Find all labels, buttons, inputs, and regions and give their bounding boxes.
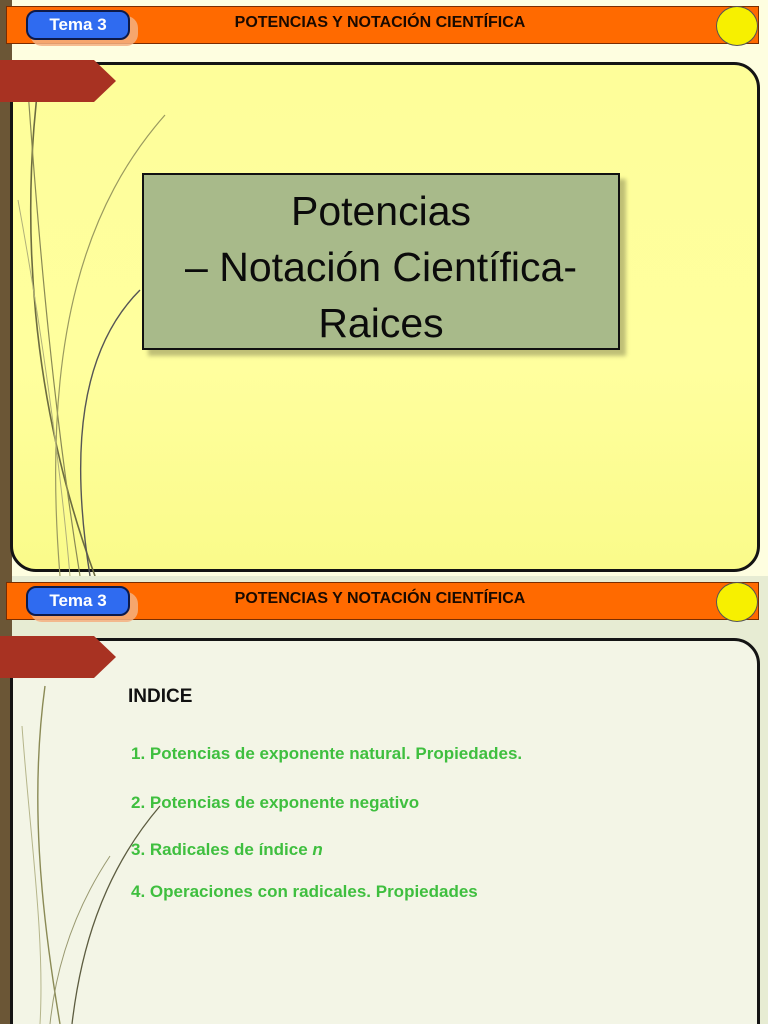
tema-badge: Tema 3: [26, 10, 130, 40]
index-heading: INDICE: [128, 686, 193, 707]
header-title: POTENCIAS Y NOTACIÓN CIENTÍFICA: [234, 590, 526, 607]
title-line-1: Potencias: [290, 188, 472, 234]
header-title: POTENCIAS Y NOTACIÓN CIENTÍFICA: [234, 14, 526, 31]
section-flag: [0, 60, 116, 102]
tema-badge: Tema 3: [26, 586, 130, 616]
title-line-3: Raices: [318, 300, 444, 346]
yellow-circle-icon: [716, 582, 758, 622]
toc-item-1: 1. Potencias de exponente natural. Propiedades.: [131, 744, 523, 763]
slide-index: [0, 576, 768, 1024]
toc-item-2: 2. Potencias de exponente negativo: [131, 793, 420, 812]
title-box: [142, 173, 620, 350]
toc-item-3-text: 3. Radicales de índice: [131, 840, 313, 859]
toc-item-4: 4. Operaciones con radicales. Propiedades: [131, 882, 478, 901]
title-line-2: – Notación Científica-: [185, 244, 577, 290]
toc-item-3: [131, 840, 323, 860]
yellow-circle-icon: [716, 6, 758, 46]
toc-item-3-italic: n: [312, 840, 323, 859]
section-flag: [0, 636, 116, 678]
